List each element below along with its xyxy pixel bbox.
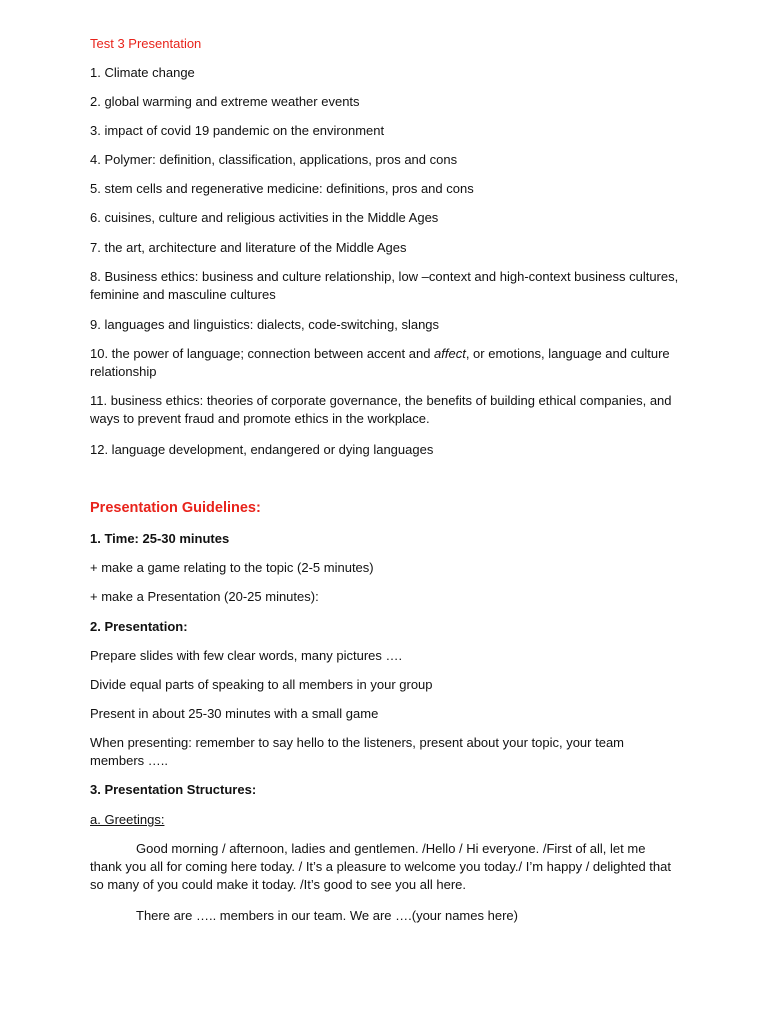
presentation-heading: 2. Presentation: xyxy=(90,619,188,634)
presentation-item-presenting: When presenting: remember to say hello to the listeners, present about your topic, your team members ….. xyxy=(90,735,624,768)
topic-item-5: 5. stem cells and regenerative medicine: definitions, pros and cons xyxy=(90,181,474,196)
topic-item-6: 6. cuisines, culture and religious activities in the Middle Ages xyxy=(90,210,439,225)
guidelines-heading: Presentation Guidelines: xyxy=(90,500,261,516)
time-item-presentation: + make a Presentation (20-25 minutes): xyxy=(90,589,319,604)
greetings-heading: a. Greetings: xyxy=(90,812,165,827)
topic-item-4: 4. Polymer: definition, classification, applications, pros and cons xyxy=(90,152,458,167)
presentation-item-divide: Divide equal parts of speaking to all members in your group xyxy=(90,677,433,692)
team-members-line: There are ….. members in our team. We are ….(your names here) xyxy=(136,908,518,923)
structures-heading: 3. Presentation Structures: xyxy=(90,782,257,797)
topic-item-9: 9. languages and linguistics: dialects, code-switching, slangs xyxy=(90,317,440,332)
presentation-item-duration: Present in about 25-30 minutes with a small game xyxy=(90,706,379,721)
topic-item-2: 2. global warming and extreme weather events xyxy=(90,94,360,109)
topic-item-10-after: , or emotions, language and culture relationship xyxy=(90,346,670,379)
topic-item-10-before: 10. the power of language; connection between accent and xyxy=(90,346,435,361)
topic-item-12: 12. language development, endangered or dying languages xyxy=(90,442,434,457)
document-title: Test 3 Presentation xyxy=(90,36,202,51)
topic-item-8: 8. Business ethics: business and culture relationship, low –context and high-context business cultures, feminine and masculine cultures xyxy=(90,269,679,302)
topic-item-1: 1. Climate change xyxy=(90,65,195,80)
greetings-paragraph: Good morning / afternoon, ladies and gentlemen. /Hello / Hi everyone. /First of all, let me thank you all for coming here today. / It’s a pleasure to welcome you today./ I’m happy / delighted that so many of you could make it today. /It’s good to see you all here. xyxy=(90,841,671,892)
time-item-game: + make a game relating to the topic (2-5 minutes) xyxy=(90,560,374,575)
topic-item-10 xyxy=(90,345,680,381)
topic-item-11: 11. business ethics: theories of corporate governance, the benefits of building ethical companies, and ways to prevent fraud and promote ethics in the workplace. xyxy=(90,393,672,426)
time-heading: 1. Time: 25-30 minutes xyxy=(90,531,230,546)
topic-item-3: 3. impact of covid 19 pandemic on the environment xyxy=(90,123,385,138)
topic-item-10-emphasis: affect xyxy=(434,346,466,361)
presentation-item-slides: Prepare slides with few clear words, many pictures …. xyxy=(90,648,403,663)
topic-item-7: 7. the art, architecture and literature of the Middle Ages xyxy=(90,240,407,255)
